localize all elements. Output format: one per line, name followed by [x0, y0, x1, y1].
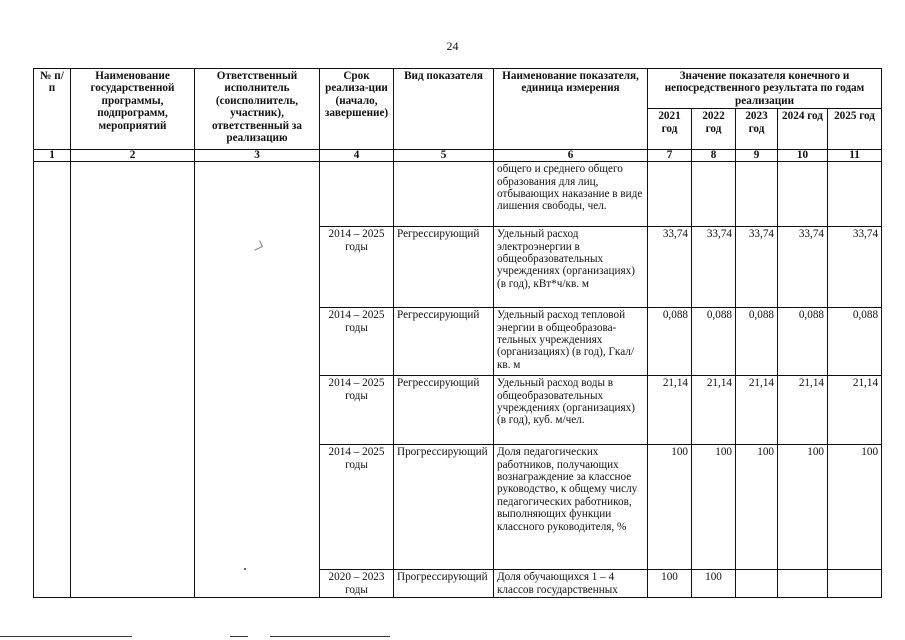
cell-kind: Регрессирующий	[394, 227, 494, 308]
cell-value-2021: 100	[648, 570, 692, 598]
header-col-number: № п/п	[34, 69, 71, 150]
column-number: 6	[494, 150, 648, 162]
cell-kind: Прогрессирующий	[394, 570, 494, 598]
column-number: 10	[778, 150, 828, 162]
cell-value-2025: 33,74	[828, 227, 882, 308]
header-year-2024: 2024 год	[778, 109, 828, 150]
cell-value-2022: 33,74	[692, 227, 736, 308]
header-col-values: Значение показателя конечного и непосредственного результата по годам реализации	[648, 69, 882, 109]
cell-value-2021: 33,74	[648, 227, 692, 308]
cell-value-2022: 100	[692, 445, 736, 570]
cell-value-2022: 0,088	[692, 308, 736, 376]
cell-value-2025	[828, 570, 882, 598]
scan-edge-line	[0, 636, 132, 637]
cell-value-2023	[736, 162, 778, 227]
cell-program-merged	[71, 162, 195, 598]
column-number: 9	[736, 150, 778, 162]
cell-indicator-name: Доля обучающихся 1 – 4 классов государственных	[494, 570, 648, 598]
cell-term: 2014 – 2025 годы	[320, 308, 394, 376]
cell-value-2024: 21,14	[778, 376, 828, 445]
cell-value-2022: 100	[692, 570, 736, 598]
cell-value-2023: 33,74	[736, 227, 778, 308]
column-number: 8	[692, 150, 736, 162]
cell-kind: Регрессирующий	[394, 308, 494, 376]
cell-value-2022: 21,14	[692, 376, 736, 445]
cell-value-2025: 0,088	[828, 308, 882, 376]
cell-indicator-name: Удельный расход электроэнергии в общеобразовательных учреждениях (организациях) (в год), кВт*ч/кв. м	[494, 227, 648, 308]
header-year-2023: 2023 год	[736, 109, 778, 150]
cell-value-2021: 0,088	[648, 308, 692, 376]
header-col-executor: Ответственный исполнитель (соисполнитель, участник), ответственный за реализацию	[195, 69, 320, 150]
cell-value-2021	[648, 162, 692, 227]
cell-indicator-name: общего и среднего общего образования для лиц, отбывающих наказание в виде лишения свободы, чел.	[494, 162, 648, 227]
cell-value-2024: 100	[778, 445, 828, 570]
cell-value-2024: 0,088	[778, 308, 828, 376]
cell-value-2025	[828, 162, 882, 227]
cell-value-2023: 21,14	[736, 376, 778, 445]
table-row	[34, 162, 882, 227]
page-number: 24	[446, 39, 459, 53]
cell-indicator-name: Доля педагогических работников, получающих вознаграждение за классное руководство, к общему числу педагогических работников, выполняющих функции классного руководителя, %	[494, 445, 648, 570]
header-col-kind: Вид показателя	[394, 69, 494, 150]
cell-value-2021: 100	[648, 445, 692, 570]
header-col-term: Срок реализа-ции (начало, завершение)	[320, 69, 394, 150]
scan-edge-line	[230, 636, 248, 637]
cell-value-2022	[692, 162, 736, 227]
cell-kind: Регрессирующий	[394, 376, 494, 445]
column-number: 5	[394, 150, 494, 162]
cell-value-2023: 100	[736, 445, 778, 570]
cell-indicator-name: Удельный расход воды в общеобразовательных учреждениях (организациях) (в год), куб. м/чел.	[494, 376, 648, 445]
column-number: 3	[195, 150, 320, 162]
column-numbers-row	[34, 150, 882, 162]
cell-indicator-name: Удельный расход тепловой энергии в общеобразова-тельных учреждениях (организациях) (в год), Гкал/кв. м	[494, 308, 648, 376]
cell-kind	[394, 162, 494, 227]
cell-term: 2014 – 2025 годы	[320, 227, 394, 308]
cell-value-2025: 21,14	[828, 376, 882, 445]
header-col-program: Наименование государственной программы, подпрограмм, мероприятий	[71, 69, 195, 150]
cell-term	[320, 162, 394, 227]
header-col-indicator: Наименование показателя, единица измерения	[494, 69, 648, 150]
header-year-2025: 2025 год	[828, 109, 882, 150]
cell-value-2021: 21,14	[648, 376, 692, 445]
scan-dot	[244, 568, 246, 570]
column-number: 4	[320, 150, 394, 162]
column-number: 1	[34, 150, 71, 162]
cell-term: 2014 – 2025 годы	[320, 445, 394, 570]
cell-value-2024	[778, 570, 828, 598]
scan-edge-line	[270, 636, 390, 637]
cell-value-2024: 33,74	[778, 227, 828, 308]
cell-value-2023: 0,088	[736, 308, 778, 376]
cell-kind: Прогрессирующий	[394, 445, 494, 570]
cell-term: 2014 – 2025 годы	[320, 376, 394, 445]
cell-executor-merged	[195, 162, 320, 598]
cell-number-merged	[34, 162, 71, 598]
column-number: 7	[648, 150, 692, 162]
column-number: 2	[71, 150, 195, 162]
indicators-table	[33, 68, 882, 598]
cell-value-2025: 100	[828, 445, 882, 570]
cell-value-2023	[736, 570, 778, 598]
header-year-2022: 2022 год	[692, 109, 736, 150]
cell-value-2024	[778, 162, 828, 227]
header-year-2021: 2021 год	[648, 109, 692, 150]
cell-term: 2020 – 2023 годы	[320, 570, 394, 598]
column-number: 11	[828, 150, 882, 162]
